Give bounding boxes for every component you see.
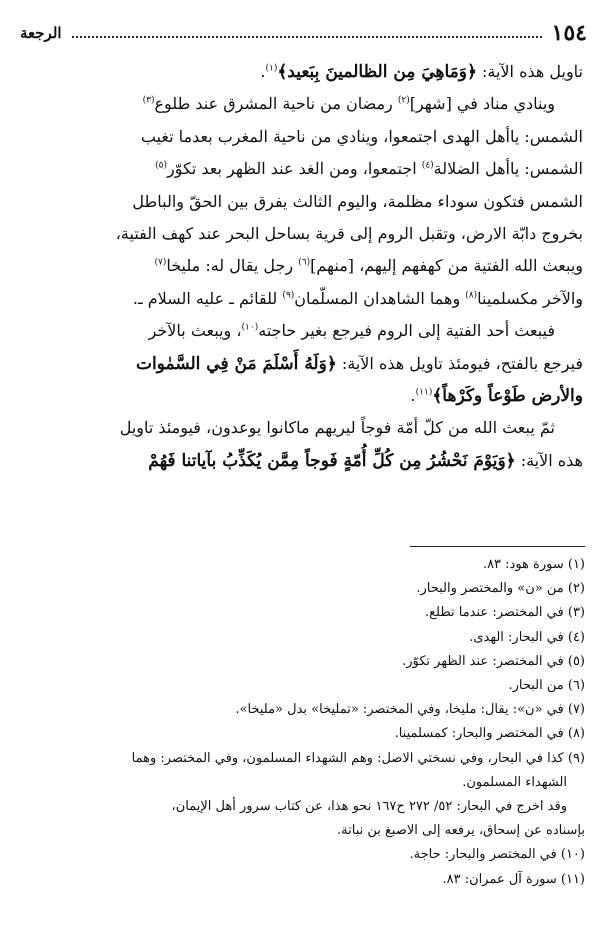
line-10: [22, 348, 583, 380]
text-run: بخروج دابّة الارض، وتقبل الروم إلى قرية بساحل البحر عند كهف الفتية،: [115, 224, 583, 244]
footnote-ref: (١٠): [241, 322, 259, 333]
line-5: [22, 186, 583, 218]
footnote-8: (٨) في المختصر والبحار: كمسلمينا.: [394, 726, 585, 742]
line-9: [22, 315, 583, 347]
footnote-ref: (٢): [397, 96, 410, 107]
footnote-separator: [410, 546, 585, 547]
line-12: [22, 412, 583, 444]
text-run: ، ويبعث بالآخر: [148, 321, 242, 341]
text-run: اجتمعوا، ومن الغد عند الظهر بعد تكوّر: [167, 159, 422, 179]
footnote-9-cont: الشهداء المسلمون.: [462, 774, 567, 790]
line-2: [22, 88, 583, 120]
quran-verse: والأرض طَوْعاً وكَرْهاً﴾: [432, 386, 583, 407]
text-run: ويبعث الله الفتية من كهفهم إليهم، [منهم]: [310, 256, 583, 276]
footnote-ref: (٧): [154, 258, 167, 269]
footnote-3: (٣) في المختصر: عندما تطلع.: [424, 605, 585, 621]
footnote-ref: (٨): [465, 290, 478, 301]
text-run: والآخر مكسلمينا: [477, 288, 583, 308]
footnote-11: (١١) سورة آل عمران: ٨٣.: [442, 871, 585, 887]
footnote-ref: (٦): [298, 258, 311, 269]
quran-verse: ﴿وَمَاهِيَ مِن الظالمينَ بِبَعيد﴾: [277, 62, 477, 82]
line-13: [22, 445, 583, 477]
footnote-7: (٧) في «ن»: يقال: مليخا، وفي المختصر: «تمليخا» بدل «مليخا».: [235, 702, 585, 718]
text-run: الشمس فتكون سوداء مظلمة، واليوم الثالث يفرق بين الحقّ والباطل: [132, 191, 583, 211]
line-6: [22, 218, 583, 250]
quran-verse: ﴿وَيَوْمَ نَحْشُرُ مِن كُلِّ أُمّةٍ فَوجاً مِمَّن يُكَذِّبُ بآياتنا فَهُمْ: [148, 450, 516, 471]
line-3: [22, 121, 583, 153]
line-7: [22, 250, 583, 282]
footnote-10: (١٠) في المختصر والبحار: حاجة.: [409, 847, 585, 863]
footnote-5: (٥) في المختصر: عند الظهر تكوّر.: [402, 653, 585, 669]
footnote-9: (٩) كذا في البحار، وفي نسختي الاصل: وهم الشهداء المسلمون، وفي المختصر: وهما: [131, 750, 585, 766]
footnote-ref: (١): [265, 63, 278, 74]
footnote-1: (١) سورة هود: ٨٣.: [482, 557, 585, 572]
page-header: [20, 18, 587, 48]
text-run: رمضان من ناحية المشرق عند طلوع: [154, 94, 398, 114]
text-run: الشمس: ياأهل الهدى اجتمعوا، وينادي من ناحية المغرب بعدما تغيب: [140, 126, 583, 146]
text-run: للقائم ـ عليه السلام ـ.: [132, 288, 283, 308]
footnote-9-note: وقد اخرج في البحار: ٥٢/ ٢٧٢ ح١٦٧ نحو هذا، عن كتاب سرور أهل الإيمان،: [171, 799, 567, 815]
line-11: [22, 380, 583, 412]
footnote-6: (٦) من البحار.: [508, 678, 585, 694]
footnote-ref: (٥): [155, 160, 167, 171]
text-run: الشمس: ياأهل الضلالة: [433, 159, 583, 179]
text-run: .: [260, 62, 266, 81]
text-run: ثمّ يبعث الله من كلّ أمّة فوجاً ليريهم ماكانوا يوعدون، فيومئذ تاويل: [119, 418, 555, 438]
page-number: ١٥٤: [551, 20, 587, 46]
footnote-ref: (١١): [415, 387, 433, 398]
text-run: تاويل هذه الآية:: [476, 62, 583, 81]
line-4: [22, 153, 583, 185]
quran-verse: ﴿وَلَهُ أَسْلَمَ مَنْ فِي السَّمٰوات: [135, 353, 337, 374]
footnote-ref: (٣): [142, 96, 155, 107]
main-text: [22, 56, 583, 477]
footnote-4: (٤) في البحار: الهدى.: [469, 629, 585, 645]
footnote-ref: (٤): [421, 160, 434, 171]
footnotes: [24, 546, 585, 892]
running-title: الرجعة: [20, 24, 62, 42]
text-run: فيرجع بالفتح، فيومئذ تاويل هذه الآية:: [336, 353, 583, 373]
text-run: هذه الآية:: [515, 450, 583, 470]
footnote-9-note-cont: بإسناده عن إسحاق، يرفعه إلى الاصبغ بن نباتة.: [337, 823, 585, 839]
text-run: وينادي مناد في [شهر]: [409, 94, 555, 114]
footnote-ref: (٩): [282, 290, 295, 301]
header-dotted-rule: [72, 36, 542, 38]
footnote-2: (٢) من «ن» والمختصر والبحار.: [416, 581, 585, 597]
text-run: رجل يقال له: مليخا: [166, 256, 299, 276]
line-1: [22, 56, 583, 88]
text-run: .: [410, 386, 416, 406]
line-8: [22, 283, 583, 315]
text-run: فيبعث أحد الفتية إلى الروم فيرجع بغير حاجته: [258, 321, 555, 341]
text-run: وهما الشاهدان المسلّمان: [294, 288, 466, 308]
